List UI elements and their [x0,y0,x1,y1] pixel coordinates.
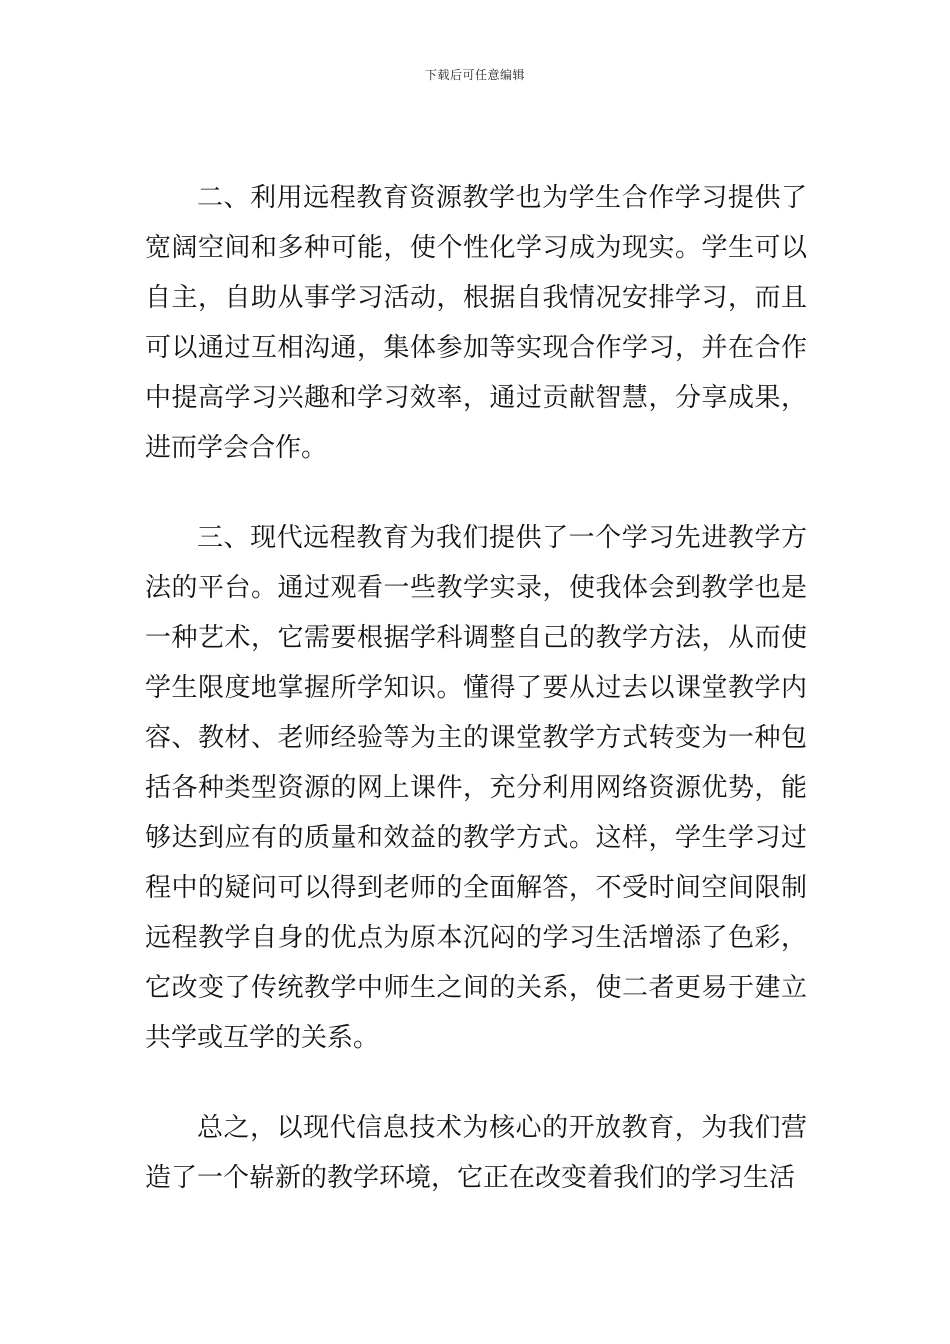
header-note: 下载后可任意编辑 [424,68,525,82]
paragraph-remote-cooperation: 二、利用远程教育资源教学也为学生合作学习提供了宽阔空间和多种可能，使个性化学习成为现实。学生可以自主，自助从事学习活动，根据自我情况安排学习，而且可以通过互相沟通，集体参加等实现合作学习，并在合作中提高学习兴趣和学习效率，通过贡献智慧，分享成果，进而学会合作。 [145,183,807,463]
paragraph-conclusion: 总之，以现代信息技术为核心的开放教育，为我们营造了一个崭新的教学环境，它正在改变着我们的学习生活 [145,1113,807,1193]
document-body [145,173,807,1203]
paragraph-teaching-methods: 三、现代远程教育为我们提供了一个学习先进教学方法的平台。通过观看一些教学实录，使我体会到教学也是一种艺术，它需要根据学科调整自己的教学方法，从而使学生限度地掌握所学知识。懂得了要从过去以课堂教学内容、教材、老师经验等为主的课堂教学方式转变为一种包括各种类型资源的网上课件，充分利用网络资源优势，能够达到应有的质量和效益的教学方式。这样，学生学习过程中的疑问可以得到老师的全面解答，不受时间空间限制远程教学自身的优点为原本沉闷的学习生活增添了色彩，它改变了传统教学中师生之间的关系，使二者更易于建立共学或互学的关系。 [145,523,807,1053]
